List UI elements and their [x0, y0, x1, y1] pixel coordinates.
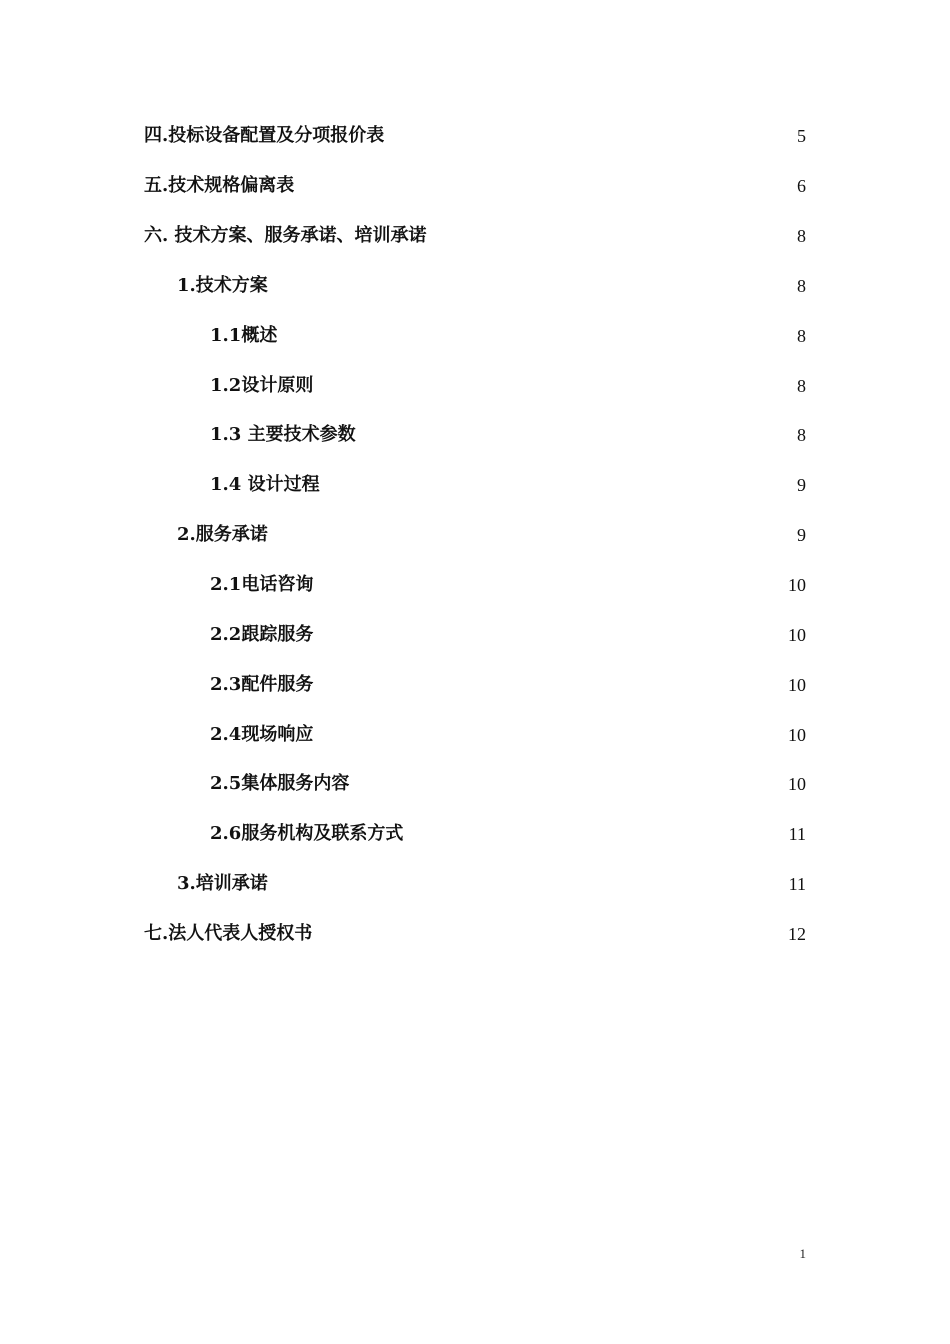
toc-entry-title: 2.2跟踪服务: [210, 624, 314, 645]
toc-entry[interactable]: [0, 470, 950, 500]
toc-entry-page: 10: [788, 725, 806, 745]
toc-entry[interactable]: [0, 121, 950, 151]
toc-entry-page: 10: [788, 675, 806, 695]
toc-entry[interactable]: [0, 321, 950, 351]
toc-entry-page: 9: [797, 525, 806, 545]
toc-entry-page: 8: [797, 276, 806, 296]
toc-entry-page: 12: [788, 924, 806, 944]
toc-entry-page: 8: [797, 425, 806, 445]
toc-entry-title: 六. 技术方案、服务承诺、培训承诺: [144, 225, 427, 246]
toc-entry[interactable]: [0, 171, 950, 201]
toc-entry-page: 11: [788, 874, 806, 894]
toc-entry-page: 9: [797, 475, 806, 495]
toc-entry[interactable]: [0, 919, 950, 949]
toc-entry-title: 2.1电话咨询: [210, 574, 314, 595]
toc-entry-title: 1.3 主要技术参数: [210, 424, 356, 445]
toc-entry[interactable]: [0, 420, 950, 450]
toc-entry-page: 10: [788, 774, 806, 794]
toc-entry-title: 1.2设计原则: [210, 375, 314, 396]
toc-entry[interactable]: [0, 769, 950, 799]
toc-entry-title: 1.技术方案: [177, 275, 268, 296]
toc-entry-page: 8: [797, 326, 806, 346]
toc-entry-page: 6: [797, 176, 806, 196]
toc-entry-page: 8: [797, 376, 806, 396]
toc-entry-page: 8: [797, 226, 806, 246]
toc-entry[interactable]: [0, 570, 950, 600]
toc-entry-title: 2.3配件服务: [210, 674, 314, 695]
toc-entry-title: 2.服务承诺: [177, 524, 268, 545]
toc-entry-title: 3.培训承诺: [177, 873, 268, 894]
toc-entry[interactable]: [0, 271, 950, 301]
toc-entry[interactable]: [0, 620, 950, 650]
toc-entry-title: 七.法人代表人授权书: [144, 923, 313, 944]
toc-entry-title: 1.4 设计过程: [210, 474, 320, 495]
toc-entry[interactable]: [0, 371, 950, 401]
toc-entry-title: 四.投标设备配置及分项报价表: [144, 125, 385, 146]
toc-entry-title: 2.4现场响应: [210, 724, 314, 745]
toc-entry-page: 11: [788, 824, 806, 844]
toc-entry-title: 1.1概述: [210, 325, 278, 346]
toc-entry[interactable]: [0, 670, 950, 700]
toc-entry-title: 2.5集体服务内容: [210, 773, 350, 794]
toc-entry-page: 10: [788, 625, 806, 645]
toc-entry[interactable]: [0, 819, 950, 849]
toc-entry[interactable]: [0, 869, 950, 899]
toc-entry-title: 2.6服务机构及联系方式: [210, 823, 404, 844]
toc-entry[interactable]: [0, 520, 950, 550]
page-number: 1: [799, 1246, 806, 1261]
toc-entry-title: 五.技术规格偏离表: [144, 175, 295, 196]
toc-entry[interactable]: [0, 720, 950, 750]
toc-entry-page: 10: [788, 575, 806, 595]
toc-entry-page: 5: [797, 126, 806, 146]
toc-entry[interactable]: [0, 221, 950, 251]
